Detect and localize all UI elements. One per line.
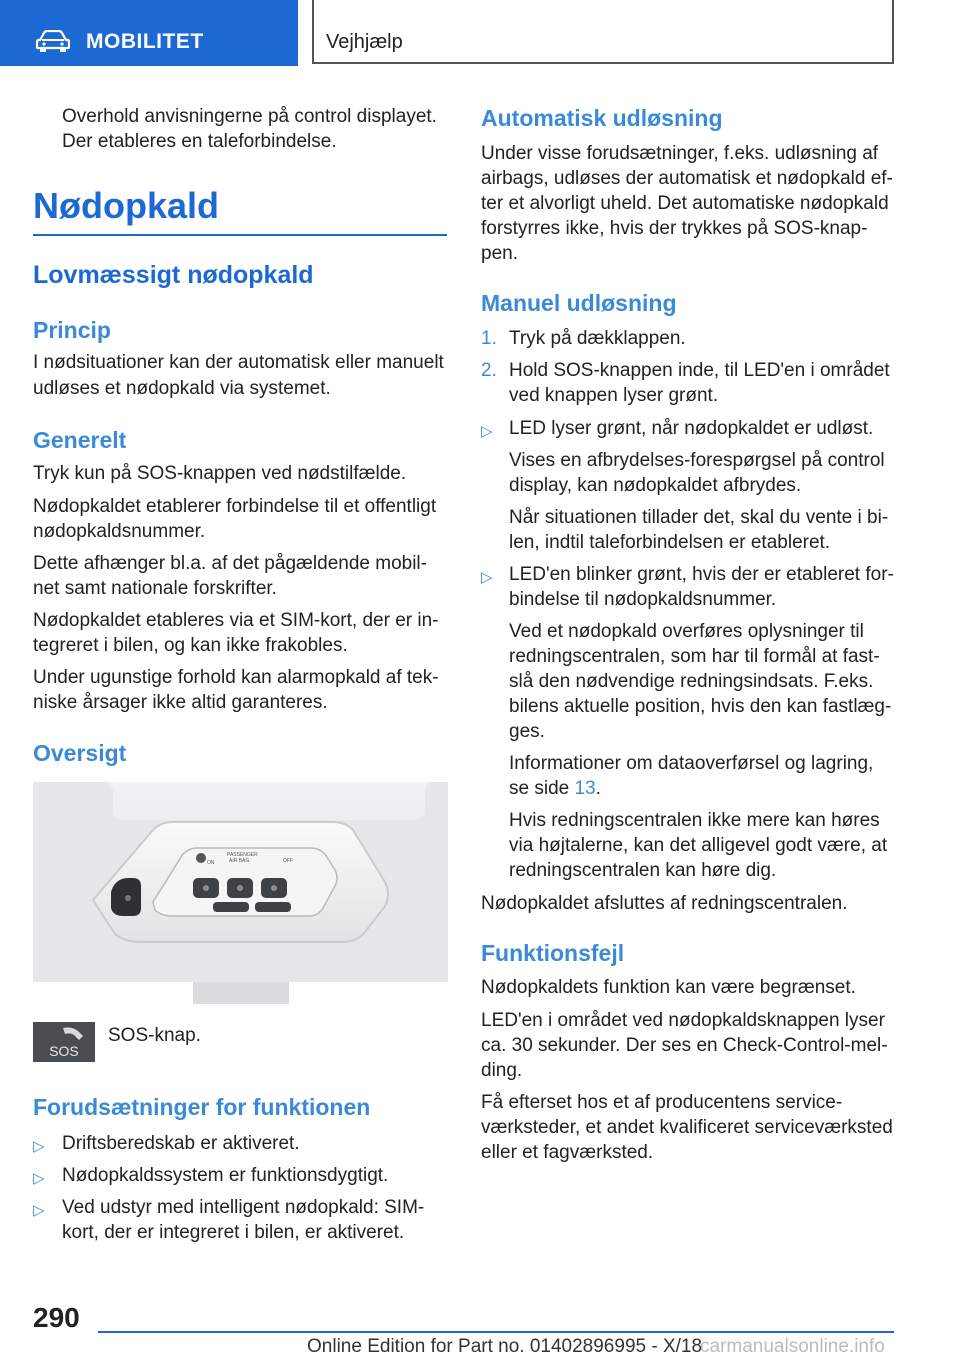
body-line: Under visse forudsætninger, f.eks. udløsning af bbox=[481, 143, 879, 164]
body-line: I nødsituationer kan der automatisk eller manuelt bbox=[33, 352, 444, 373]
page-number: 290 bbox=[33, 1302, 80, 1333]
body-line: Få efterset hos et af producentens service- bbox=[481, 1092, 843, 1113]
list-item-detail: Når situationen tillader det, skal du vente i bi- bbox=[509, 507, 889, 528]
body-line: forstyrres ikke, hvis der trykkes på SOS-knap- bbox=[481, 218, 868, 239]
body-line: LED'en i området ved nødopkaldsknappen lyser bbox=[481, 1010, 885, 1031]
body-line: udløses et nødopkald via systemet. bbox=[33, 378, 331, 399]
edition-text: Online Edition for Part no. 01402896995 - X/18 bbox=[307, 1336, 703, 1357]
panel-label-off: OFF bbox=[283, 858, 293, 864]
list-item-detail: via højtalerne, kan det alligevel godt være, at bbox=[509, 835, 888, 856]
panel-label-airbag: AIR BAG bbox=[229, 858, 250, 864]
section-label: MOBILITET bbox=[86, 30, 204, 53]
body-line: tegreret i bilen, og kan ikke frakobles. bbox=[33, 635, 348, 656]
list-item-detail: Ved et nødopkald overføres oplysninger til bbox=[509, 621, 864, 642]
body-line: Nødopkaldets funktion kan være begrænset. bbox=[481, 977, 856, 998]
body-line: ca. 30 sekunder. Der ses en Check-Control-mel- bbox=[481, 1035, 888, 1056]
intro-line: Overhold anvisningerne på control displayet. bbox=[62, 106, 437, 127]
step-number: 1. bbox=[481, 328, 497, 349]
see-page-prefix: se side bbox=[509, 778, 575, 799]
subheading-funktionsfejl: Funktionsfejl bbox=[481, 940, 625, 966]
subheading-automatisk: Automatisk udløsning bbox=[481, 105, 723, 131]
list-item: LED lyser grønt, når nødopkaldet er udløst. bbox=[509, 418, 874, 439]
body-line: Under ugunstige forhold kan alarmopkald af tek- bbox=[33, 667, 439, 688]
page-title: Nødopkald bbox=[33, 185, 219, 226]
subheading-generelt: Generelt bbox=[33, 427, 127, 453]
page-link[interactable]: 13 bbox=[574, 778, 596, 799]
list-item-detail: redningscentralen kan høre dig. bbox=[509, 860, 777, 881]
list-item-detail: Hvis redningscentralen ikke mere kan høres bbox=[509, 810, 880, 831]
body-line: ter et alvorligt uheld. Det automatiske nødopkald bbox=[481, 193, 889, 214]
see-page-line bbox=[509, 776, 601, 801]
sos-caption: SOS-knap. bbox=[108, 1025, 201, 1046]
subsection-label: Vejhjælp bbox=[326, 31, 403, 53]
triangle-bullet-icon: ▷ bbox=[33, 1138, 45, 1155]
triangle-bullet-icon: ▷ bbox=[481, 423, 493, 440]
list-item: LED'en blinker grønt, hvis der er etableret for- bbox=[509, 564, 894, 585]
step-text: Tryk på dækklappen. bbox=[509, 328, 686, 349]
list-item: Ved udstyr med intelligent nødopkald: SIM- bbox=[62, 1197, 425, 1218]
section-tab[interactable] bbox=[0, 0, 298, 66]
body-line: niske årsager ikke altid garanteres. bbox=[33, 692, 328, 713]
subheading-princip: Princip bbox=[33, 317, 111, 343]
subsection-tab[interactable] bbox=[312, 0, 894, 64]
body-line: nødopkaldsnummer. bbox=[33, 521, 206, 542]
body-line: ding. bbox=[481, 1060, 523, 1081]
list-item: Driftsberedskab er aktiveret. bbox=[62, 1133, 300, 1154]
panel-label-passenger: PASSENGER bbox=[227, 852, 258, 858]
section-heading: Lovmæssigt nødopkald bbox=[33, 261, 314, 289]
title-divider bbox=[33, 234, 447, 236]
page-header bbox=[0, 0, 960, 66]
overhead-console-image bbox=[33, 782, 448, 1004]
list-item-detail: bilens aktuelle position, hvis den kan fastlæg- bbox=[509, 696, 892, 717]
body-line: airbags, udløses der automatisk et nødopkald ef- bbox=[481, 168, 893, 189]
body-line: Dette afhænger bl.a. af det pågældende mobil- bbox=[33, 553, 427, 574]
list-item-detail: Informationer om dataoverførsel og lagring, bbox=[509, 753, 874, 774]
triangle-bullet-icon: ▷ bbox=[33, 1202, 45, 1219]
list-item-detail: slå den nødvendige redningsindsats. F.eks. bbox=[509, 671, 874, 692]
list-item-detail: len, indtil taleforbindelsen er etableret. bbox=[509, 532, 831, 553]
subheading-manuel: Manuel udløsning bbox=[481, 290, 677, 316]
triangle-bullet-icon: ▷ bbox=[481, 569, 493, 586]
list-item-detail: display, kan nødopkaldet afbrydes. bbox=[509, 475, 802, 496]
body-line: Nødopkaldet etablerer forbindelse til et offentligt bbox=[33, 496, 437, 517]
intro-line: Der etableres en taleforbindelse. bbox=[62, 131, 337, 152]
body-line: Nødopkaldet afsluttes af redningscentralen. bbox=[481, 893, 848, 914]
car-icon bbox=[36, 30, 70, 52]
body-line: net samt nationale forskrifter. bbox=[33, 578, 277, 599]
panel-label-on: ON bbox=[207, 860, 215, 866]
step-text-continued: ved knappen lyser grønt. bbox=[509, 385, 719, 406]
list-item-detail: ges. bbox=[509, 721, 545, 742]
sos-icon-label: SOS bbox=[49, 1043, 79, 1059]
list-item-detail: Vises en afbrydelses-forespørgsel på control bbox=[509, 450, 885, 471]
list-item-detail: redningscentralen, som har til formål at fast- bbox=[509, 646, 880, 667]
step-text: Hold SOS-knappen inde, til LED'en i området bbox=[509, 360, 890, 381]
list-item-detail: bindelse til nødopkaldsnummer. bbox=[509, 589, 777, 610]
triangle-bullet-icon: ▷ bbox=[33, 1170, 45, 1187]
step-number: 2. bbox=[481, 360, 497, 381]
body-line: Tryk kun på SOS-knappen ved nødstilfælde. bbox=[33, 463, 407, 484]
list-item: Nødopkaldssystem er funktionsdygtigt. bbox=[62, 1165, 389, 1186]
body-line: pen. bbox=[481, 243, 518, 264]
watermark: carmanualsonline.info bbox=[700, 1336, 885, 1357]
body-line: værksteder, et andet kvalificeret serviceværksted bbox=[481, 1117, 893, 1138]
footer-divider bbox=[98, 1331, 894, 1333]
sos-button-icon bbox=[33, 1022, 95, 1062]
subheading-oversigt: Oversigt bbox=[33, 740, 127, 766]
body-line: Nødopkaldet etableres via et SIM-kort, der er in- bbox=[33, 610, 439, 631]
subheading-forudsaetninger: Forudsætninger for funktionen bbox=[33, 1094, 371, 1120]
list-item-continued: kort, der er integreret i bilen, er aktiveret. bbox=[62, 1222, 405, 1243]
body-line: eller et fagværksted. bbox=[481, 1142, 654, 1163]
see-page-suffix: . bbox=[595, 778, 601, 799]
